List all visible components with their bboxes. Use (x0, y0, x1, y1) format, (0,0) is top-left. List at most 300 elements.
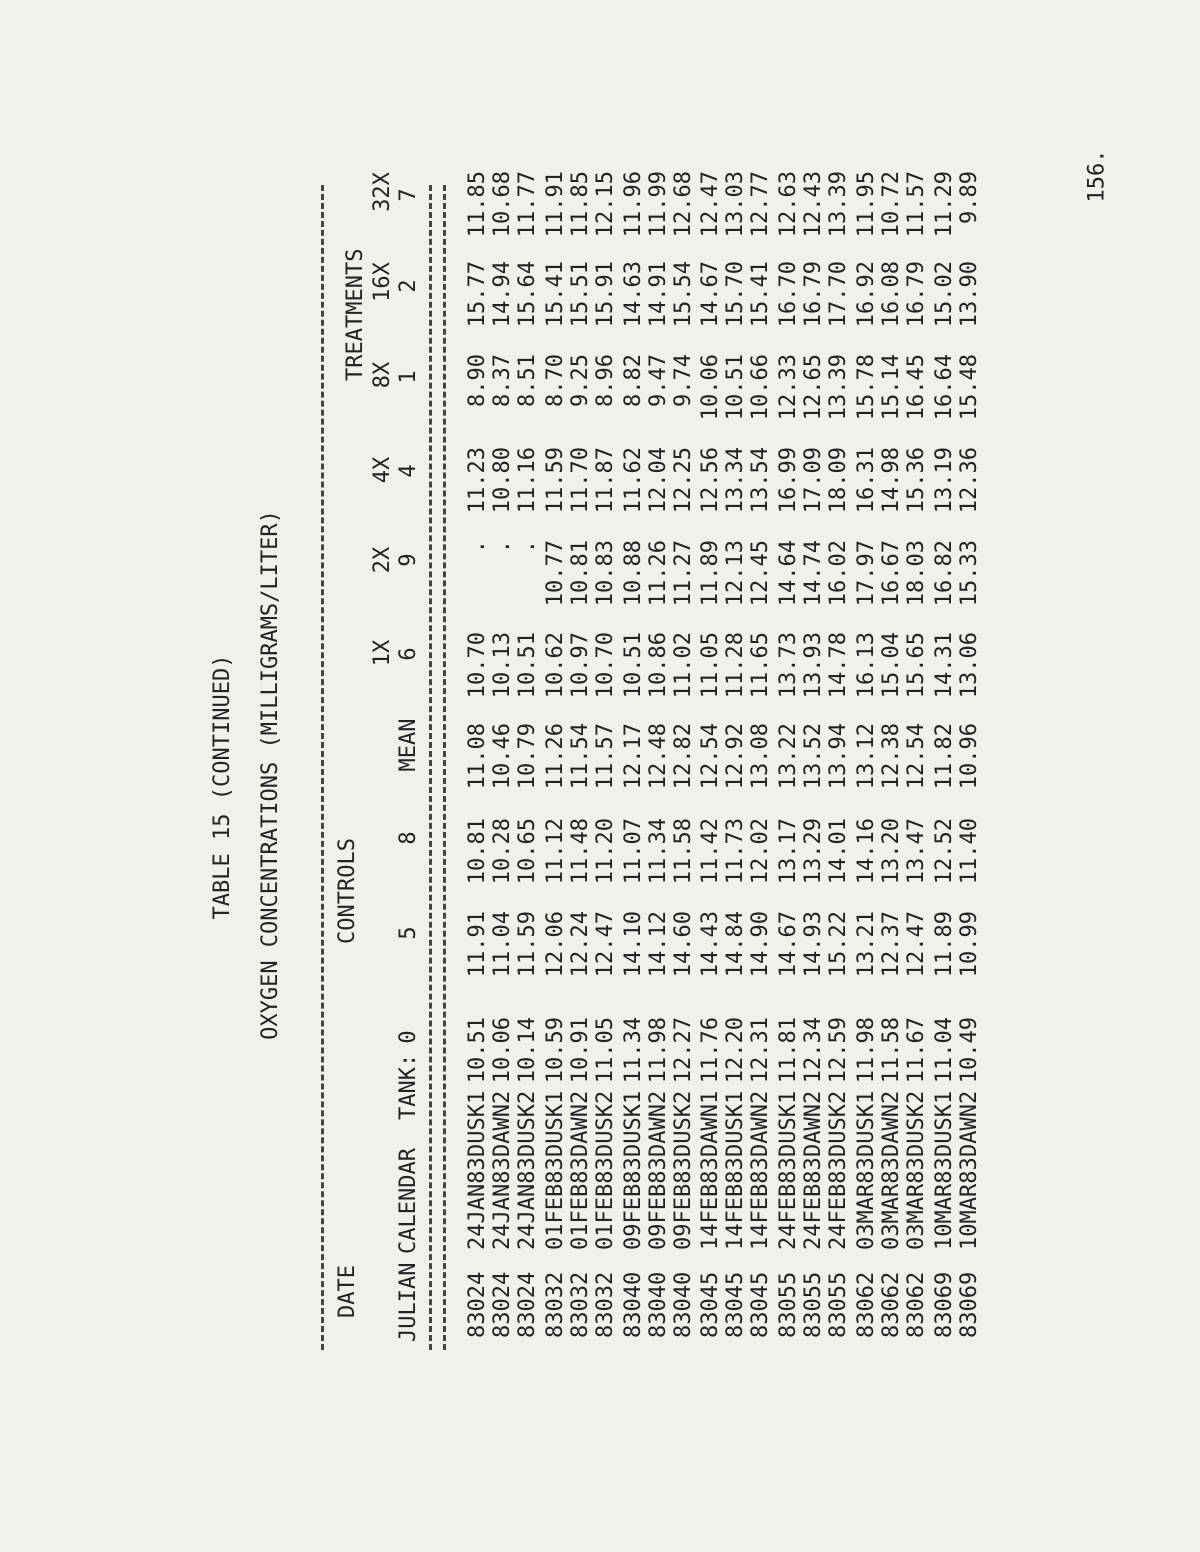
cell-value: 11.99 (646, 171, 671, 238)
header-tank-0: 0 (396, 1030, 421, 1044)
cell-value: 10.06 (698, 354, 723, 421)
cell-calendar: 09FEB83 (671, 1157, 696, 1250)
cell-time: DUSK2 (671, 1090, 696, 1157)
cell-value: 16.92 (854, 261, 879, 328)
cell-value: 12.54 (904, 723, 929, 790)
cell-value: 15.41 (748, 261, 773, 328)
cell-value: 10.88 (621, 540, 646, 607)
cell-value: 12.24 (568, 911, 593, 978)
cell-value: 15.70 (723, 261, 748, 328)
cell-value: 17.70 (826, 261, 851, 328)
table-row (646, 110, 672, 1440)
cell-value: 12.47 (698, 171, 723, 238)
cell-value: 13.47 (904, 818, 929, 885)
cell-value: 12.59 (826, 1017, 851, 1084)
cell-value: 13.20 (879, 818, 904, 885)
cell-value: 14.12 (646, 911, 671, 978)
cell-value: 16.79 (801, 261, 826, 328)
cell-value: 10.77 (543, 540, 568, 607)
cell-calendar: 14FEB83 (748, 1157, 773, 1250)
table-subtitle: OXYGEN CONCENTRATIONS (MILLIGRAMS/LITER) (258, 510, 283, 1040)
cell-calendar: 09FEB83 (621, 1157, 646, 1250)
cell-value: 16.08 (879, 261, 904, 328)
cell-value: 15.65 (904, 632, 929, 699)
cell-value: 12.13 (723, 540, 748, 607)
cell-time: DAWN2 (801, 1090, 826, 1157)
cell-value: 14.93 (801, 911, 826, 978)
cell-value: 10.72 (879, 171, 904, 238)
cell-value: 9.47 (646, 354, 671, 407)
cell-value: 12.27 (671, 1017, 696, 1084)
cell-value: 11.59 (515, 911, 540, 978)
cell-julian: 83045 (748, 1271, 773, 1338)
cell-calendar: 03MAR83 (854, 1157, 879, 1250)
cell-value: 11.07 (621, 818, 646, 885)
table-row (698, 110, 724, 1440)
cell-value: 16.13 (854, 632, 879, 699)
cell-value: 14.63 (621, 261, 646, 328)
cell-value: 12.48 (646, 723, 671, 790)
cell-calendar: 10MAR83 (957, 1157, 982, 1250)
header-dose-32x: 32X (370, 172, 395, 212)
cell-calendar: 24JAN83 (490, 1157, 515, 1250)
cell-value: . (490, 540, 515, 554)
cell-value: 10.62 (543, 632, 568, 699)
cell-value: 13.03 (723, 171, 748, 238)
cell-julian: 83032 (543, 1271, 568, 1338)
cell-value: 13.73 (776, 632, 801, 699)
cell-value: 11.05 (698, 632, 723, 699)
cell-value: 14.78 (826, 632, 851, 699)
cell-value: 18.09 (826, 447, 851, 514)
cell-value: 14.94 (490, 261, 515, 328)
cell-value: 11.62 (621, 447, 646, 514)
cell-time: DUSK1 (854, 1090, 879, 1157)
header-tank-5: 5 (396, 926, 421, 940)
table-row (957, 110, 983, 1440)
cell-value: 14.67 (776, 911, 801, 978)
cell-value: 14.31 (932, 632, 957, 699)
cell-value: 8.37 (490, 354, 515, 407)
cell-value: 8.82 (621, 354, 646, 407)
cell-value: 13.94 (826, 723, 851, 790)
cell-calendar: 03MAR83 (904, 1157, 929, 1250)
cell-value: 15.22 (826, 911, 851, 978)
cell-value: 12.38 (879, 723, 904, 790)
page-number: 156. (1084, 149, 1110, 203)
header-tank: TANK: (396, 1053, 421, 1120)
cell-time: DUSK2 (593, 1090, 618, 1157)
cell-value: 12.77 (748, 171, 773, 238)
cell-value: 14.98 (879, 447, 904, 514)
cell-value: 11.89 (698, 540, 723, 607)
cell-value: 15.04 (879, 632, 904, 699)
cell-value: 12.47 (904, 911, 929, 978)
cell-value: 12.92 (723, 723, 748, 790)
cell-value: 11.85 (465, 171, 490, 238)
cell-value: 15.14 (879, 354, 904, 421)
cell-time: DUSK1 (723, 1090, 748, 1157)
cell-value: 10.14 (515, 1017, 540, 1084)
cell-value: 9.74 (671, 354, 696, 407)
header-tank-2: 2 (396, 279, 421, 293)
table-row (932, 110, 958, 1440)
cell-julian: 83040 (621, 1271, 646, 1338)
header-dose-8x: 8X (370, 361, 395, 389)
cell-value: 10.70 (465, 632, 490, 699)
cell-calendar: 14FEB83 (698, 1157, 723, 1250)
cell-value: 13.34 (723, 447, 748, 514)
table-row (543, 110, 569, 1440)
cell-value: 15.77 (465, 261, 490, 328)
cell-julian: 83055 (776, 1271, 801, 1338)
cell-value: 14.74 (801, 540, 826, 607)
cell-value: 12.02 (748, 818, 773, 885)
cell-value: 10.66 (748, 354, 773, 421)
cell-value: 11.58 (879, 1017, 904, 1084)
cell-value: 11.96 (621, 171, 646, 238)
cell-value: 13.19 (932, 447, 957, 514)
cell-value: 12.47 (593, 911, 618, 978)
cell-value: 11.29 (932, 171, 957, 238)
cell-value: 13.54 (748, 447, 773, 514)
cell-value: 10.99 (957, 911, 982, 978)
cell-julian: 83040 (646, 1271, 671, 1338)
cell-value: 11.42 (698, 818, 723, 885)
cell-value: 14.43 (698, 911, 723, 978)
cell-value: 13.12 (854, 723, 879, 790)
table-row (568, 110, 594, 1440)
header-dose-16x: 16X (370, 262, 395, 302)
cell-value: 11.73 (723, 818, 748, 885)
cell-value: 11.58 (671, 818, 696, 885)
cell-value: 11.04 (932, 1017, 957, 1084)
cell-value: 9.25 (568, 354, 593, 407)
cell-value: 14.01 (826, 818, 851, 885)
cell-value: 12.63 (776, 171, 801, 238)
cell-value: 12.25 (671, 447, 696, 514)
cell-value: . (515, 540, 540, 554)
cell-value: 14.64 (776, 540, 801, 607)
cell-value: 13.39 (826, 354, 851, 421)
cell-value: 12.45 (748, 540, 773, 607)
cell-value: 10.51 (723, 354, 748, 421)
cell-value: 16.99 (776, 447, 801, 514)
cell-value: 11.40 (957, 818, 982, 885)
cell-value: 16.67 (879, 540, 904, 607)
cell-value: 12.68 (671, 171, 696, 238)
cell-julian: 83055 (826, 1271, 851, 1338)
cell-time: DUSK2 (515, 1090, 540, 1157)
cell-value: 11.85 (568, 171, 593, 238)
cell-calendar: 24FEB83 (826, 1157, 851, 1250)
cell-calendar: 24FEB83 (801, 1157, 826, 1250)
cell-value: 13.08 (748, 723, 773, 790)
table-row (723, 110, 749, 1440)
cell-value: 12.37 (879, 911, 904, 978)
table-row (801, 110, 827, 1440)
cell-value: 17.97 (854, 540, 879, 607)
cell-time: DUSK2 (826, 1090, 851, 1157)
cell-value: 11.16 (515, 447, 540, 514)
cell-value: 16.70 (776, 261, 801, 328)
cell-value: 15.48 (957, 354, 982, 421)
cell-value: 8.51 (515, 354, 540, 407)
table-header (210, 110, 421, 1440)
table-row (904, 110, 930, 1440)
cell-time: DAWN2 (748, 1090, 773, 1157)
cell-time: DAWN2 (490, 1090, 515, 1157)
table-row (748, 110, 774, 1440)
cell-value: 12.33 (776, 354, 801, 421)
header-dose-1x: 1X (370, 639, 395, 667)
cell-value: 13.90 (957, 261, 982, 328)
cell-calendar: 24JAN83 (465, 1157, 490, 1250)
cell-calendar: 01FEB83 (593, 1157, 618, 1250)
cell-value: 10.80 (490, 447, 515, 514)
cell-value: 11.67 (904, 1017, 929, 1084)
cell-value: 11.05 (593, 1017, 618, 1084)
cell-value: 10.65 (515, 818, 540, 885)
cell-value: 13.93 (801, 632, 826, 699)
cell-value: 15.78 (854, 354, 879, 421)
cell-value: 11.26 (646, 540, 671, 607)
cell-value: 12.04 (646, 447, 671, 514)
cell-value: 11.27 (671, 540, 696, 607)
table-row (826, 110, 852, 1440)
cell-value: 13.22 (776, 723, 801, 790)
header-controls: CONTROLS (335, 838, 360, 944)
cell-value: 10.28 (490, 818, 515, 885)
cell-value: 10.81 (465, 818, 490, 885)
cell-julian: 83024 (465, 1271, 490, 1338)
cell-value: 12.15 (593, 171, 618, 238)
cell-value: 12.20 (723, 1017, 748, 1084)
cell-value: 15.64 (515, 261, 540, 328)
header-julian: JULIAN (396, 1262, 421, 1342)
cell-value: 12.52 (932, 818, 957, 885)
cell-time: DAWN2 (957, 1090, 982, 1157)
cell-value: 12.17 (621, 723, 646, 790)
cell-value: 11.76 (698, 1017, 723, 1084)
cell-julian: 83024 (490, 1271, 515, 1338)
cell-value: 11.48 (568, 818, 593, 885)
cell-value: 14.91 (646, 261, 671, 328)
cell-julian: 83055 (801, 1271, 826, 1338)
cell-value: 11.12 (543, 818, 568, 885)
cell-value: 11.91 (465, 911, 490, 978)
cell-calendar: 01FEB83 (543, 1157, 568, 1250)
cell-value: 8.90 (465, 354, 490, 407)
cell-value: 11.20 (593, 818, 618, 885)
cell-value: 11.81 (776, 1017, 801, 1084)
cell-calendar: 01FEB83 (568, 1157, 593, 1250)
cell-value: 11.65 (748, 632, 773, 699)
cell-julian: 83069 (932, 1271, 957, 1338)
cell-julian: 83062 (904, 1271, 929, 1338)
cell-value: 11.08 (465, 723, 490, 790)
header-dose-2x: 2X (370, 546, 395, 574)
cell-time: DUSK1 (776, 1090, 801, 1157)
cell-value: 17.09 (801, 447, 826, 514)
cell-julian: 83045 (723, 1271, 748, 1338)
cell-value: 11.28 (723, 632, 748, 699)
table-row (879, 110, 905, 1440)
cell-value: 11.57 (904, 171, 929, 238)
cell-value: 11.87 (593, 447, 618, 514)
cell-value: 10.59 (543, 1017, 568, 1084)
cell-time: DUSK1 (932, 1090, 957, 1157)
header-treatments: TREATMENTS (343, 248, 368, 381)
cell-calendar: 10MAR83 (932, 1157, 957, 1250)
cell-value: 11.26 (543, 723, 568, 790)
cell-value: 10.96 (957, 723, 982, 790)
header-mean: MEAN (396, 718, 421, 772)
cell-value: 10.51 (465, 1017, 490, 1084)
cell-value: 10.70 (593, 632, 618, 699)
cell-julian: 83062 (879, 1271, 904, 1338)
cell-value: 12.34 (801, 1017, 826, 1084)
cell-calendar: 14FEB83 (723, 1157, 748, 1250)
cell-value: 10.97 (568, 632, 593, 699)
cell-julian: 83032 (593, 1271, 618, 1338)
cell-time: DUSK1 (543, 1090, 568, 1157)
cell-calendar: 24JAN83 (515, 1157, 540, 1250)
table-title: TABLE 15 (CONTINUED) (210, 654, 235, 920)
header-tank-7: 7 (396, 188, 421, 202)
cell-value: 12.31 (748, 1017, 773, 1084)
cell-value: 11.59 (543, 447, 568, 514)
cell-value: 10.51 (515, 632, 540, 699)
cell-value: 11.70 (568, 447, 593, 514)
cell-value: 10.81 (568, 540, 593, 607)
cell-value: 13.21 (854, 911, 879, 978)
cell-value: 11.54 (568, 723, 593, 790)
cell-value: 8.96 (593, 354, 618, 407)
cell-value: 13.17 (776, 818, 801, 885)
cell-value: 14.10 (621, 911, 646, 978)
table-row (854, 110, 880, 1440)
cell-julian: 83040 (671, 1271, 696, 1338)
cell-time: DAWN2 (879, 1090, 904, 1157)
cell-julian: 83062 (854, 1271, 879, 1338)
cell-time: DUSK1 (465, 1090, 490, 1157)
cell-value: 12.65 (801, 354, 826, 421)
cell-calendar: 09FEB83 (646, 1157, 671, 1250)
cell-value: 8.70 (543, 354, 568, 407)
cell-value: 11.57 (593, 723, 618, 790)
header-tank-4: 4 (396, 464, 421, 478)
divider-header-1 (429, 185, 432, 1350)
cell-value: 15.33 (957, 540, 982, 607)
cell-time: DAWN2 (568, 1090, 593, 1157)
header-tank-1: 1 (396, 370, 421, 384)
cell-value: 11.34 (621, 1017, 646, 1084)
cell-value: 10.46 (490, 723, 515, 790)
cell-value: 15.51 (568, 261, 593, 328)
cell-value: 16.45 (904, 354, 929, 421)
cell-value: 9.89 (957, 171, 982, 224)
table-row (593, 110, 619, 1440)
table-row (671, 110, 697, 1440)
cell-value: 11.23 (465, 447, 490, 514)
cell-value: 12.54 (698, 723, 723, 790)
table-row (490, 110, 516, 1440)
cell-julian: 83045 (698, 1271, 723, 1338)
header-tank-6: 6 (396, 647, 421, 661)
cell-value: 11.95 (854, 171, 879, 238)
table-row (515, 110, 541, 1440)
cell-value: 11.02 (671, 632, 696, 699)
cell-value: 11.98 (854, 1017, 879, 1084)
cell-value: 10.86 (646, 632, 671, 699)
divider-header-2 (443, 185, 446, 1350)
cell-time: DUSK1 (621, 1090, 646, 1157)
cell-value: 11.89 (932, 911, 957, 978)
cell-time: DUSK2 (904, 1090, 929, 1157)
cell-calendar: 03MAR83 (879, 1157, 904, 1250)
table-row (776, 110, 802, 1440)
cell-time: DAWN2 (646, 1090, 671, 1157)
header-dose-4x: 4X (370, 456, 395, 484)
cell-value: 11.77 (515, 171, 540, 238)
cell-julian: 83032 (568, 1271, 593, 1338)
cell-value: 12.36 (957, 447, 982, 514)
cell-value: 15.91 (593, 261, 618, 328)
cell-value: 14.60 (671, 911, 696, 978)
cell-value: 12.43 (801, 171, 826, 238)
cell-value: 13.06 (957, 632, 982, 699)
cell-value: 14.84 (723, 911, 748, 978)
cell-value: 10.79 (515, 723, 540, 790)
cell-value: 15.41 (543, 261, 568, 328)
cell-value: 10.91 (568, 1017, 593, 1084)
cell-value: 15.54 (671, 261, 696, 328)
cell-value: 11.98 (646, 1017, 671, 1084)
cell-value: 11.91 (543, 171, 568, 238)
cell-value: 10.68 (490, 171, 515, 238)
cell-value: 16.79 (904, 261, 929, 328)
cell-value: 18.03 (904, 540, 929, 607)
cell-value: 13.52 (801, 723, 826, 790)
cell-calendar: 24FEB83 (776, 1157, 801, 1250)
cell-value: 11.34 (646, 818, 671, 885)
cell-value: 13.39 (826, 171, 851, 238)
cell-value: 16.82 (932, 540, 957, 607)
rotated-table-region (210, 110, 1080, 1440)
header-tank-9: 9 (396, 553, 421, 567)
header-tank-8: 8 (396, 831, 421, 845)
cell-value: 10.51 (621, 632, 646, 699)
cell-julian: 83024 (515, 1271, 540, 1338)
cell-value: 15.02 (932, 261, 957, 328)
cell-value: . (465, 540, 490, 554)
cell-value: 10.13 (490, 632, 515, 699)
cell-value: 16.31 (854, 447, 879, 514)
cell-value: 12.06 (543, 911, 568, 978)
cell-value: 10.83 (593, 540, 618, 607)
cell-value: 10.06 (490, 1017, 515, 1084)
cell-value: 14.90 (748, 911, 773, 978)
cell-julian: 83069 (957, 1271, 982, 1338)
cell-value: 14.16 (854, 818, 879, 885)
header-calendar: CALENDAR (396, 1148, 421, 1254)
cell-value: 10.49 (957, 1017, 982, 1084)
cell-value: 13.29 (801, 818, 826, 885)
cell-value: 14.67 (698, 261, 723, 328)
cell-value: 11.04 (490, 911, 515, 978)
table-row (465, 110, 491, 1440)
